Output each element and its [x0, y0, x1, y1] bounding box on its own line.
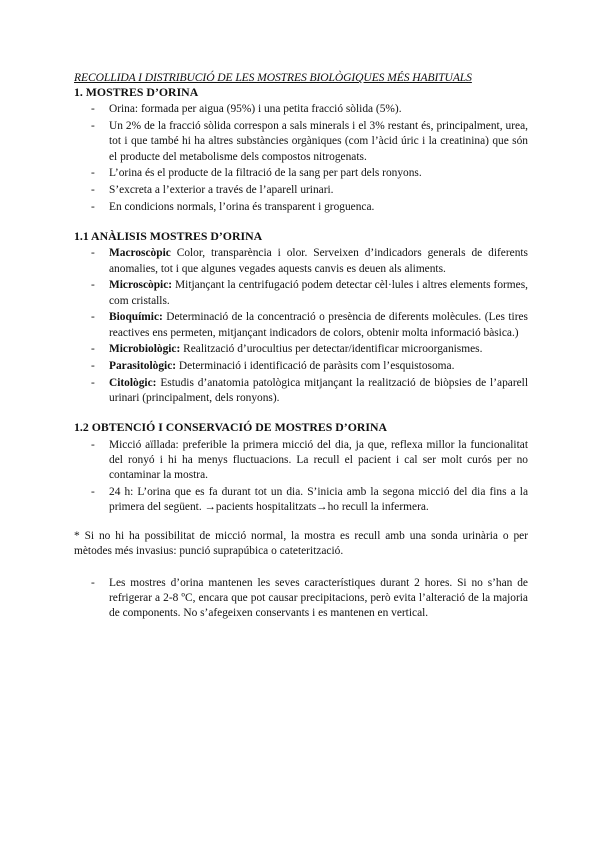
dash-bullet: -	[91, 167, 95, 180]
list-item: - 24 h: L’orina que es fa durant tot un dia. S’inicia amb la segona micció del dia fins a la primera del següent. →pacients hospitalitzats→ho recull la infermera.	[91, 485, 528, 514]
dash-bullet: -	[91, 247, 95, 260]
dash-bullet: -	[91, 576, 95, 589]
dash-bullet: -	[91, 438, 95, 451]
dash-bullet: -	[91, 485, 95, 498]
dash-bullet: -	[91, 343, 95, 356]
bullet-list	[74, 102, 528, 215]
document-title: RECOLLIDA I DISTRIBUCIÓ DE LES MOSTRES BIOLÒGIQUES MÉS HABITUALS	[74, 71, 472, 84]
list-item: - Microscòpic: Mitjançant la centrifugació podem detectar cèl·lules i altres elements formes, com cristalls.	[91, 279, 528, 307]
dash-bullet: -	[91, 120, 95, 133]
term-label: Citològic:	[109, 377, 157, 389]
term-label: Bioquímic:	[109, 311, 163, 324]
dash-bullet: -	[91, 311, 95, 324]
list-item: - Citològic: Estudis d’anatomia patològica mitjançant la realització de biòpsies de l’aparell urinari (principalment, dels ronyons).	[91, 377, 528, 405]
dash-bullet: -	[91, 184, 95, 197]
dash-bullet: -	[91, 279, 95, 292]
list-item: - Un 2% de la fracció sòlida correspon a sals minerals i el 3% restant és, principalment, urea, tot i que també hi ha altres substàncies orgàniques (com l’àcid úric i la creatinina) que són el producte del metabolisme dels compostos nitrogenats.	[91, 120, 528, 163]
dash-bullet: -	[91, 103, 95, 116]
list-item: - L’orina és el producte de la filtració de la sang per part dels ronyons.	[74, 166, 528, 181]
term-label: Macroscòpic	[109, 247, 171, 260]
bullet-list	[74, 576, 528, 622]
term-label: Parasitològic:	[109, 360, 177, 373]
section-heading: 1.2 OBTENCIÓ I CONSERVACIÓ DE MOSTRES D’ORINA	[74, 420, 388, 435]
term-label: Microbiològic:	[109, 343, 181, 356]
section-heading: 1.1 ANÀLISIS MOSTRES D’ORINA	[74, 229, 263, 244]
list-item: - En condicions normals, l’orina és transparent i groguenca.	[74, 200, 528, 215]
dash-bullet: -	[91, 201, 95, 213]
list-item: - Parasitològic: Determinació i identificació de paràsits com l’esquistosoma.	[74, 359, 528, 374]
bullet-list	[74, 438, 528, 516]
list-item: - Macroscòpic Color, transparència i olor. Serveixen d’indicadors generals de diferents anomalies, tot i que algunes vegades aquests canvis es deuen als aliments.	[91, 247, 528, 275]
list-item: - S’excreta a l’exterior a través de l’aparell urinari.	[74, 183, 528, 198]
dash-bullet: -	[91, 360, 95, 373]
dash-bullet: -	[91, 377, 95, 389]
term-label: Microscòpic:	[109, 279, 173, 292]
list-item: - Microbiològic: Realització d’urocultius per detectar/identificar microorganismes.	[74, 342, 528, 357]
list-item: - Orina: formada per aigua (95%) i una petita fracció sòlida (5%).	[74, 102, 528, 117]
section-heading: 1. MOSTRES D’ORINA	[74, 85, 199, 100]
list-item: - Bioquímic: Determinació de la concentració o presència de diferents molècules. (Les tires reactives ens permeten, mitjançant indicadors de colors, obtenir molta informació bàsica.)	[91, 311, 528, 339]
footnote-paragraph: * Si no hi ha possibilitat de micció normal, la mostra es recull amb una sonda urinària o per mètodes més invasius: punció suprapúbica o cateterització.	[74, 530, 528, 558]
bullet-list	[74, 246, 528, 406]
list-item: - Micció aïllada: preferible la primera micció del dia, ja que, reflexa millor la funcionalitat del ronyó i hi ha menys fluctuacions. La recull el pacient i cal ser molt curós per no contaminar la mostra.	[91, 438, 528, 482]
list-item: - Les mostres d’orina mantenen les seves característiques durant 2 hores. Si no s’han de refrigerar a 2-8 ºC, encara que pot causar precipitacions, però evita l’alteració de la majoria de components. No s’afegeixen conservants i es mantenen en vertical.	[91, 576, 528, 620]
